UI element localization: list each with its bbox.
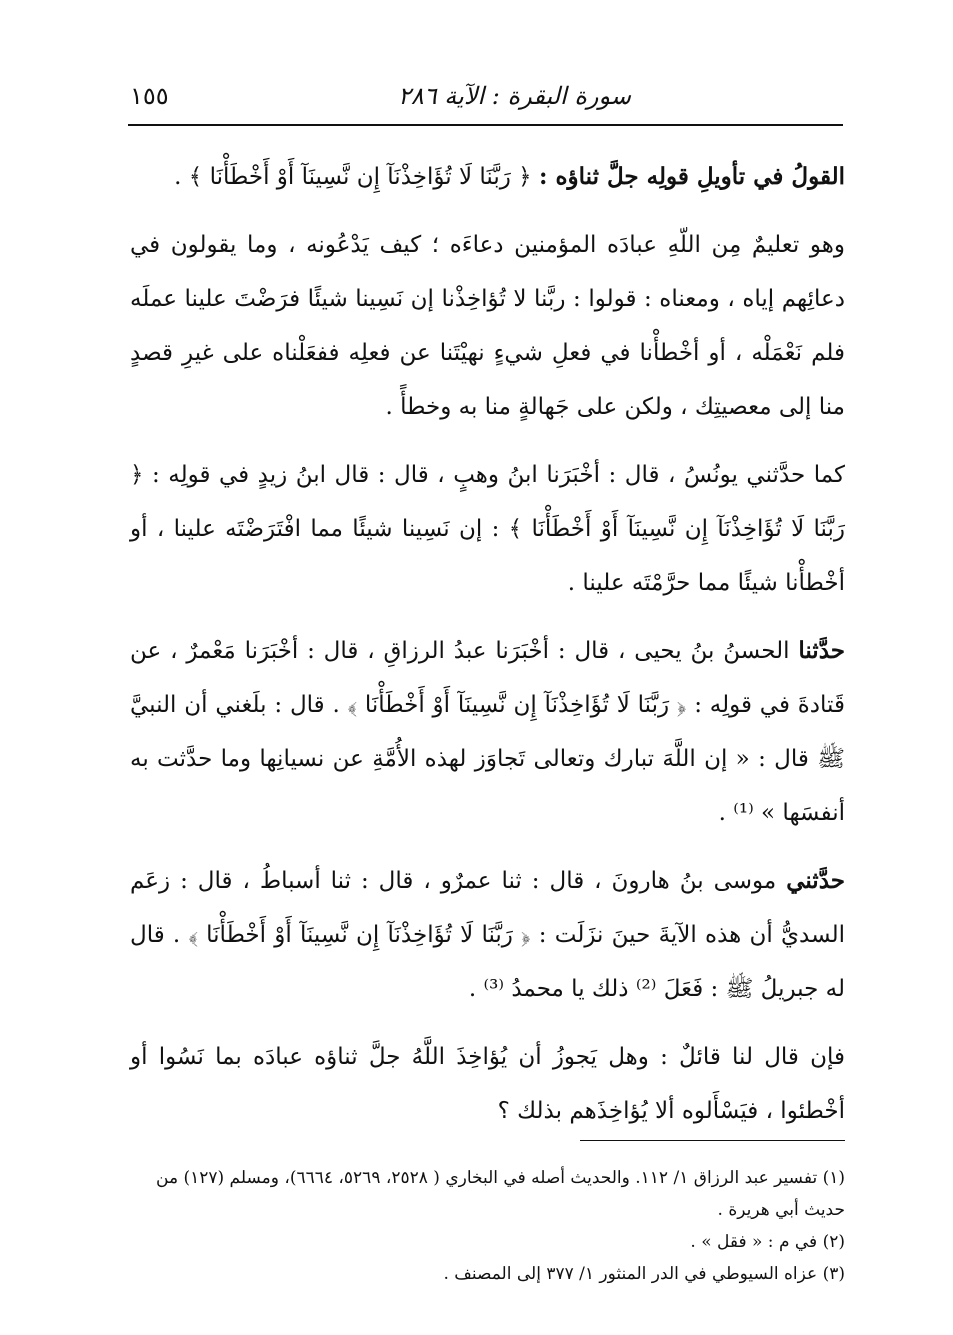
footnote-rule (580, 1140, 845, 1141)
paragraph-text: موسى بنُ هارونَ ، قال : ثنا عمرٌو ، قال : ثنا أسباطُ ، قال : زعَم السديُّ أن هذه الآيةَ حينَ نزَلَت : ﴿ رَبَّنَا لَا تُؤَاخِذْنَآ إِن نَّسِينَآ أَوْ أَخْطَأْنَا ﴾ . قال له جبريلُ ﷺ : فَعَلَ ⁽²⁾ ذلك يا محمدُ ⁽³⁾ . (130, 868, 845, 1002)
paragraph-lead: القولُ في تأويلِ قولِه جلَّ ثناؤه : (538, 163, 845, 190)
paragraph (130, 448, 845, 610)
paragraph (130, 218, 845, 434)
running-header (130, 82, 821, 122)
paragraph-heading (130, 150, 845, 204)
paragraph (130, 624, 845, 840)
paragraph (130, 1030, 845, 1138)
page-number: ١٥٥ (130, 82, 169, 110)
paragraph-text: كما حدَّثني يونُسُ ، قال : أخْبَرَنا ابنُ وهبٍ ، قال : قال ابنُ زيدٍ في قولِه : ﴿ رَبَّنَا لَا تُؤَاخِذْنَآ إِن نَّسِينَآ أَوْ أَخْطَأْنَا ﴾ : إن نَسِينا شيئًا مما افْتَرَضْتَه علينا ، أو أخْطأْنا شيئًا مما حرَّمْتَه علينا . (130, 462, 845, 596)
main-text (130, 150, 845, 1152)
paragraph-text: فإن قال لنا قائلٌ : وهل يَجوزُ أن يُؤاخِذَ اللَّهُ جلَّ ثناؤه عبادَه بما نَسُوا أو أخْطئوا ، فيَسْأَلوه ألا يُؤاخِذَهم بذلك ؟ (130, 1044, 845, 1124)
paragraph (130, 854, 845, 1016)
paragraph-text: وهو تعليمٌ مِن اللّهِ عبادَه المؤمنين دعاءَه ؛ كيف يَدْعُونه ، وما يقولون في دعائِهم إياه ، ومعناه : قولوا : ربَّنا لا تُؤاخِذْنا إن نَسِينا شيئًا فرَضْتَ علينا عملَه فلم نَعْمَلْه ، أو أخْطأْنا في فعلِ شيءٍ نهيْتَنا عن فعلِه ففعَلْناه على غيرِ قصدٍ منا إلى معصيتِك ، ولكن على جَهالةٍ منا به وخطأً . (130, 232, 845, 420)
running-title: سورة البقرة : الآية ٢٨٦ (397, 82, 631, 110)
header-rule (128, 124, 843, 126)
footnote: (٢) في م : « فقل » . (690, 1232, 845, 1252)
footnote: (١) تفسير عبد الرزاق ١/ ١١٢. والحديث أصله في البخاري ( ٢٥٢٨، ٥٢٦٩، ٦٦٦٤)، ومسلم (١٢٧) من حديث أبي هريرة . (156, 1168, 845, 1220)
paragraph-lead: حدَّثني (786, 867, 845, 894)
paragraph-lead: حدَّثنا (798, 637, 845, 664)
footnote: (٣) عزاه السيوطي في الدر المنثور ١/ ٣٧٧ إلى المصنف . (443, 1264, 845, 1284)
paragraph-text: ﴿ رَبَّنَا لَا تُؤَاخِذْنَآ إِن نَّسِينَآ أَوْ أَخْطَأْنَا ﴾ . (174, 164, 539, 190)
paragraph-text: الحسنُ بنُ يحيى ، قال : أخْبَرَنا عبدُ الرزاقِ ، قال : أخْبَرَنا مَعْمرٌ ، عن قَتادةَ في قولِه : ﴿ رَبَّنَا لَا تُؤَاخِذْنَآ إِن نَّسِينَآ أَوْ أَخْطَأْنَا ﴾ . قال : بلَغني أن النبيَّ ﷺ قال : « إن اللَّهَ تبارك وتعالى تَجاوَز لهذه الأُمَّةِ عن نسيانِها وما حدَّثت به أنفسَها » ⁽¹⁾ . (130, 638, 845, 826)
footnotes (130, 1162, 845, 1290)
